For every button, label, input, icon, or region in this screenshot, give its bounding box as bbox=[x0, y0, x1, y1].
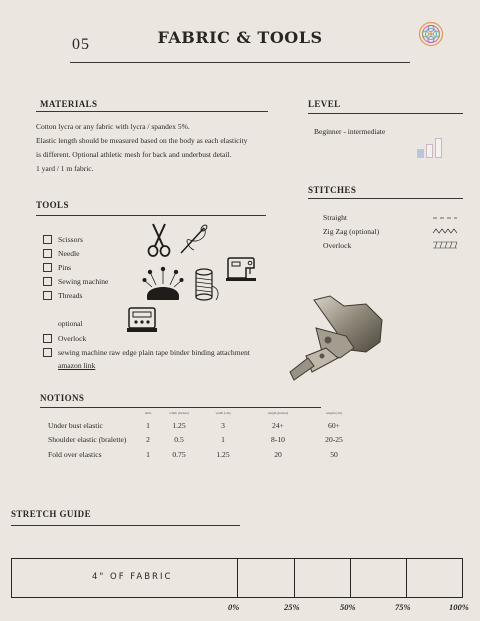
stretch-guide-heading: STRETCH GUIDE bbox=[11, 509, 91, 519]
table-cell: 20 bbox=[274, 449, 282, 459]
stretch-percent-25: 25% bbox=[284, 602, 300, 612]
table-cell: Fold over elastics bbox=[48, 449, 102, 459]
table-cell: 0.5 bbox=[174, 435, 184, 445]
table-cell: 0.75 bbox=[172, 449, 186, 459]
notions-heading: NOTIONS bbox=[40, 393, 85, 403]
table-cell: 2 bbox=[146, 435, 150, 445]
notions-table bbox=[48, 408, 352, 462]
table-cell: 50 bbox=[330, 449, 338, 459]
checkbox[interactable] bbox=[43, 291, 52, 300]
zigzag-icon bbox=[432, 228, 458, 234]
stitch-row-zigzag bbox=[323, 224, 458, 238]
table-cell: 1 bbox=[146, 420, 150, 430]
notions-header-row bbox=[48, 408, 352, 418]
table-row bbox=[48, 433, 352, 448]
tool-label: sewing machine raw edge plain tape binder binding attachment bbox=[58, 347, 250, 357]
stitches-heading: STITCHES bbox=[308, 185, 357, 195]
checkbox[interactable] bbox=[43, 348, 52, 357]
checkbox[interactable] bbox=[43, 249, 52, 258]
column-header: width (inches) bbox=[169, 411, 189, 415]
checkbox[interactable] bbox=[43, 277, 52, 286]
stitch-label: Straight bbox=[323, 212, 348, 222]
tool-label: Sewing machine bbox=[58, 276, 109, 286]
table-cell: Shoulder elastic (bralette) bbox=[48, 435, 127, 445]
tool-item-threads[interactable] bbox=[43, 288, 108, 302]
tool-label: Scissors bbox=[58, 234, 83, 244]
overlock-machine-icon bbox=[126, 305, 158, 335]
tool-label: Pins bbox=[58, 262, 72, 272]
column-header bbox=[48, 408, 144, 418]
tool-item-binder-attachment[interactable] bbox=[43, 345, 250, 359]
binder-attachment-photo-icon bbox=[286, 292, 386, 388]
fabric-length-label: 4" OF FABRIC bbox=[92, 572, 173, 582]
level-bar bbox=[417, 149, 424, 158]
tool-item-sewing-machine[interactable] bbox=[43, 274, 108, 288]
table-cell: 1 bbox=[221, 435, 225, 445]
checkbox[interactable] bbox=[43, 334, 52, 343]
stitches-list bbox=[323, 210, 458, 252]
stitches-rule bbox=[308, 198, 463, 199]
tools-checklist bbox=[43, 232, 108, 302]
level-bar bbox=[435, 138, 442, 158]
table-cell: Under bust elastic bbox=[48, 420, 103, 430]
tool-label: Threads bbox=[58, 290, 83, 300]
dashed-line-icon bbox=[432, 214, 458, 220]
level-value: Beginner - intermediate bbox=[314, 127, 386, 136]
stretch-divider-50 bbox=[350, 559, 351, 597]
checkbox[interactable] bbox=[43, 263, 52, 272]
header-rule bbox=[70, 62, 410, 63]
materials-line: Cotton lycra or any fabric with lycra / spandex 5%. bbox=[36, 122, 190, 131]
tool-label: Needle bbox=[58, 248, 80, 258]
stretch-divider-75 bbox=[406, 559, 407, 597]
page-title: FABRIC & TOOLS bbox=[157, 28, 323, 47]
mandala-logo-icon bbox=[418, 21, 444, 47]
stitch-row-straight bbox=[323, 210, 458, 224]
stretch-divider-0 bbox=[237, 559, 238, 597]
table-cell: 24+ bbox=[272, 420, 284, 430]
stitch-row-overlock bbox=[323, 238, 458, 252]
page-number: 05 bbox=[72, 36, 90, 53]
table-row bbox=[48, 447, 352, 462]
column-header: units bbox=[144, 411, 152, 415]
materials-line: 1 yard / 1 m fabric. bbox=[36, 164, 94, 173]
stretch-guide-rule bbox=[11, 525, 240, 526]
stitch-label: Zig Zag (optional) bbox=[323, 226, 380, 236]
tools-rule bbox=[36, 215, 266, 216]
tool-item-pins[interactable] bbox=[43, 260, 108, 274]
column-header: length (cm) bbox=[326, 411, 342, 415]
tools-heading: TOOLS bbox=[36, 200, 69, 210]
table-cell: 60+ bbox=[328, 420, 340, 430]
optional-checklist bbox=[43, 331, 250, 359]
table-cell: 1 bbox=[146, 449, 150, 459]
stretch-divider-25 bbox=[294, 559, 295, 597]
materials-line: Elastic length should be measured based on the body as each elasticity bbox=[36, 136, 248, 145]
table-cell: 1.25 bbox=[172, 420, 186, 430]
level-rule bbox=[308, 113, 463, 114]
stretch-percent-100: 100% bbox=[449, 602, 469, 612]
materials-heading: MATERIALS bbox=[40, 99, 98, 109]
level-bar bbox=[426, 144, 433, 158]
level-bar-chart-icon bbox=[417, 138, 443, 158]
stretch-percent-50: 50% bbox=[340, 602, 356, 612]
table-cell: 3 bbox=[221, 420, 225, 430]
table-cell: 20-25 bbox=[325, 435, 343, 445]
materials-line: is different. Optional athletic mesh for back and underbust detail. bbox=[36, 150, 232, 159]
pincushion-icon bbox=[142, 266, 184, 302]
tool-label: Overlock bbox=[58, 333, 87, 343]
column-header: length (inches) bbox=[267, 411, 289, 415]
materials-text bbox=[36, 120, 286, 176]
sewing-machine-icon bbox=[225, 256, 257, 282]
table-row bbox=[48, 418, 352, 433]
level-heading: LEVEL bbox=[308, 99, 341, 109]
amazon-link[interactable]: amazon link bbox=[58, 361, 96, 370]
tool-item-scissors[interactable] bbox=[43, 232, 108, 246]
tool-item-needle[interactable] bbox=[43, 246, 108, 260]
stretch-percent-75: 75% bbox=[395, 602, 411, 612]
thread-spool-icon bbox=[192, 268, 222, 302]
stretch-guide-box bbox=[11, 558, 463, 598]
overlock-stitch-icon bbox=[432, 241, 458, 249]
stitch-label: Overlock bbox=[323, 240, 352, 250]
table-cell: 1.25 bbox=[216, 449, 230, 459]
materials-rule bbox=[36, 111, 268, 112]
needle-icon bbox=[178, 222, 210, 256]
scissors-icon bbox=[145, 222, 173, 258]
table-cell: 8-10 bbox=[271, 435, 285, 445]
checkbox[interactable] bbox=[43, 235, 52, 244]
optional-label: optional bbox=[58, 319, 83, 328]
stretch-percent-0: 0% bbox=[228, 602, 240, 612]
column-header: width (cm) bbox=[215, 411, 231, 415]
